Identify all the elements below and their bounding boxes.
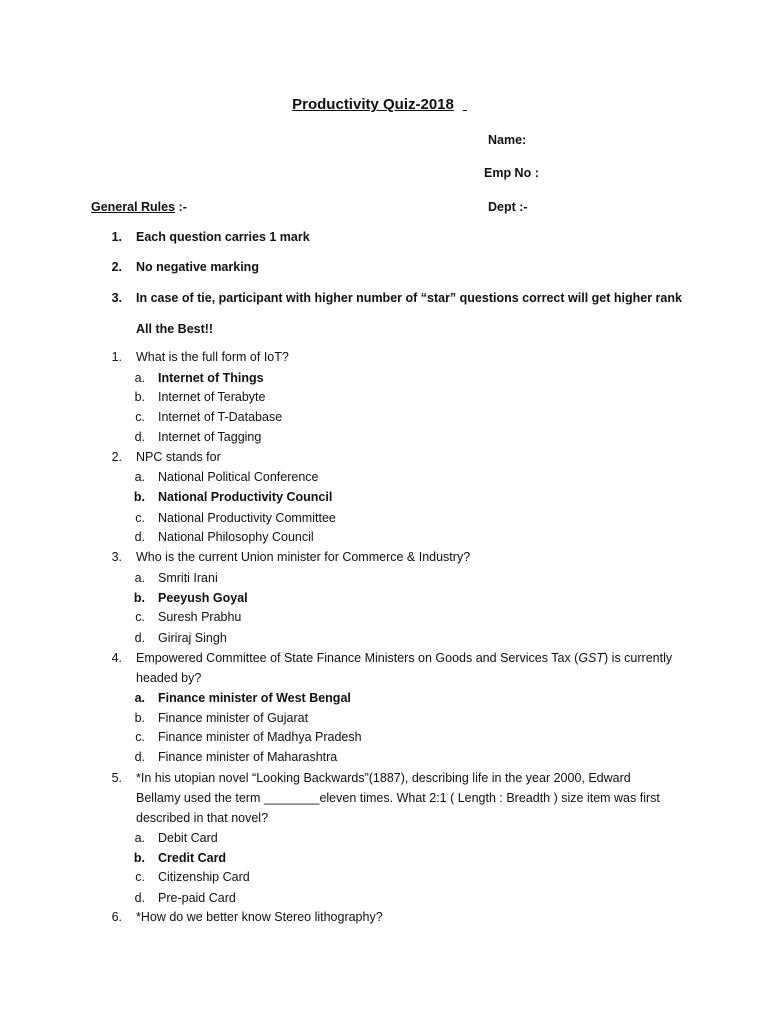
option-text: Finance minister of Maharashtra (158, 750, 338, 764)
option-letter: c. (135, 870, 145, 884)
option-letter: c. (135, 410, 145, 424)
question-text: *How do we better know Stereo lithography? (136, 910, 383, 924)
page-title (0, 96, 768, 113)
general-rules-suffix: :- (175, 200, 187, 214)
question-text-emphasis: GST (578, 651, 605, 665)
option-letter: c. (135, 511, 145, 525)
option-text: National Productivity Committee (158, 511, 336, 525)
option-letter: a. (134, 571, 145, 585)
option-letter: c. (135, 730, 145, 744)
option-letter: c. (135, 610, 145, 624)
option-letter: a. (134, 470, 145, 484)
emp-no-label: Emp No : (484, 166, 539, 180)
question-number: 1. (111, 350, 122, 364)
closing-message: All the Best!! (136, 322, 214, 336)
question-text-continued: headed by? (136, 671, 202, 685)
rule-text: No negative marking (136, 260, 259, 274)
option-text: Debit Card (158, 831, 218, 845)
question-number: 2. (111, 450, 122, 464)
question-text: Who is the current Union minister for Commerce & Industry? (136, 550, 471, 564)
title-underline-gap (454, 96, 476, 113)
option-text: Finance minister of Gujarat (158, 711, 309, 725)
page-title-text: Productivity Quiz-2018 (292, 96, 454, 113)
question-text (136, 651, 672, 665)
option-text: Finance minister of Madhya Pradesh (158, 730, 362, 744)
option-text: Internet of T-Database (158, 410, 283, 424)
option-letter: d. (134, 891, 145, 905)
question-text: NPC stands for (136, 450, 221, 464)
option-letter: a. (134, 371, 145, 385)
option-text: Internet of Terabyte (158, 390, 266, 404)
option-text: Internet of Tagging (158, 430, 262, 444)
rule-number: 2. (111, 260, 122, 274)
option-letter: a. (134, 831, 145, 845)
option-text: Smriti Irani (158, 571, 218, 585)
rule-number: 3. (111, 291, 122, 305)
option-text: Pre-paid Card (158, 891, 236, 905)
question-text: What is the full form of IoT? (136, 350, 289, 364)
option-text-answer: Peeyush Goyal (158, 591, 248, 605)
question-number: 5. (111, 771, 122, 785)
question-text-continued: Bellamy used the term ________eleven times. What 2:1 ( Length : Breadth ) size item was first (136, 791, 660, 805)
question-number: 4. (111, 651, 122, 665)
option-text: National Philosophy Council (158, 530, 314, 544)
question-text: *In his utopian novel “Looking Backwards”(1887), describing life in the year 2000, Edward (136, 771, 631, 785)
rule-text: In case of tie, participant with higher number of “star” questions correct will get higher rank (136, 291, 682, 305)
general-rules-label: General Rules (91, 200, 176, 214)
option-letter: d. (134, 750, 145, 764)
option-letter: b. (134, 390, 145, 404)
option-text: Giriraj Singh (158, 631, 227, 645)
rule-text: Each question carries 1 mark (136, 230, 310, 244)
question-text-part: Empowered Committee of State Finance Ministers on Goods and Services Tax ( (136, 651, 579, 665)
option-letter: b. (133, 851, 145, 865)
option-letter: a. (134, 691, 145, 705)
option-letter: b. (133, 591, 145, 605)
option-letter: d. (134, 631, 145, 645)
option-letter: d. (134, 430, 145, 444)
name-label: Name: (488, 133, 527, 147)
option-letter: d. (134, 530, 145, 544)
option-text: Suresh Prabhu (158, 610, 242, 624)
option-text-answer: Finance minister of West Bengal (158, 691, 351, 705)
option-letter: b. (133, 490, 145, 504)
option-letter: b. (134, 711, 145, 725)
rule-number: 1. (111, 230, 122, 244)
question-number: 6. (111, 910, 122, 924)
question-text-part: ) is currently (604, 651, 673, 665)
option-text: National Political Conference (158, 470, 319, 484)
option-text-answer: Internet of Things (158, 371, 264, 385)
question-number: 3. (111, 550, 122, 564)
question-text-continued: described in that novel? (136, 811, 269, 825)
option-text: Citizenship Card (158, 870, 250, 884)
general-rules-heading (91, 200, 187, 214)
option-text-answer: Credit Card (158, 851, 227, 865)
option-text-answer: National Productivity Council (158, 490, 333, 504)
dept-label: Dept :- (488, 200, 528, 214)
